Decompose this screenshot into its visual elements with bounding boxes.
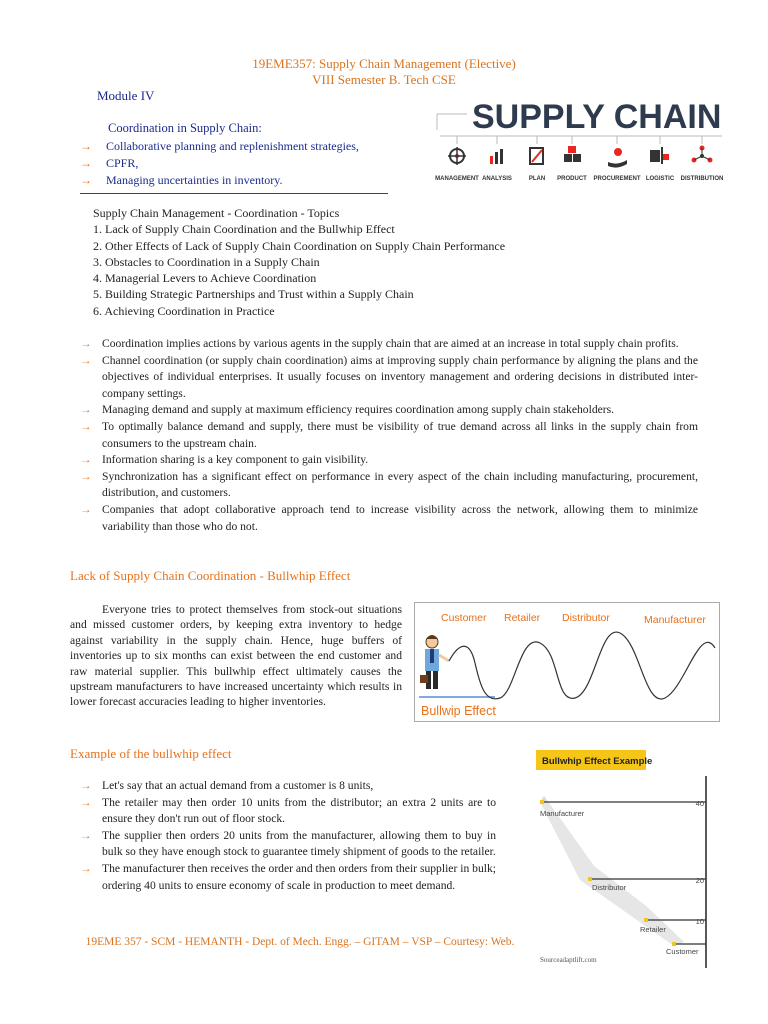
bullet-item: → Coordination implies actions by various agents in the supply chain that are aimed at an increase in total supply chain profits. xyxy=(80,336,698,353)
level-value: 20 xyxy=(695,876,704,885)
arrow-icon: → xyxy=(80,139,92,153)
course-title: 19EME357: Supply Chain Management (Elective) xyxy=(252,56,516,71)
level-marker xyxy=(540,800,544,804)
supply-chain-graphic xyxy=(432,92,732,192)
level-label: Distributor xyxy=(592,883,627,892)
topic-item: 2. Other Effects of Lack of Supply Chain Coordination on Supply Chain Performance xyxy=(93,238,506,253)
arrow-icon: → xyxy=(80,353,92,367)
chart-icon xyxy=(490,149,503,164)
sc-label: PLAN xyxy=(528,176,546,182)
semester-title: VIII Semester B. Tech CSE xyxy=(312,72,456,87)
plan-icon xyxy=(530,148,543,164)
whip-line xyxy=(449,632,715,699)
bullet-item: → To optimally balance demand and supply, there must be visibility of true demand across all links in the supply chain from consumers to the upstream chain. xyxy=(80,419,698,450)
arrow-icon: → xyxy=(80,419,92,433)
hand-heart-icon xyxy=(608,148,627,168)
bullet-item: → Managing demand and supply at maximum efficiency requires coordination among supply chain stakeholders. xyxy=(80,402,698,419)
arrow-icon: → xyxy=(80,502,92,516)
level-label: Customer xyxy=(666,947,699,956)
bullwhip-figure-svg xyxy=(415,603,719,721)
level-value: 40 xyxy=(695,799,704,808)
level-marker xyxy=(644,918,648,922)
boxes-icon xyxy=(564,146,581,162)
supply-chain-title: SUPPLY CHAIN xyxy=(472,98,722,136)
bullet-item: → Synchronization has a significant effect on performance in every aspect of the chain including manufacturing, procurement, distribution, and customers. xyxy=(80,469,698,500)
example-item: → Let's say that an actual demand from a customer is 8 units, xyxy=(80,778,496,795)
module-label: Module IV xyxy=(97,88,155,103)
arrow-icon: → xyxy=(80,337,92,350)
figure-label-distributor: Distributor xyxy=(562,612,610,624)
coordination-bullets xyxy=(80,336,698,535)
sc-label: LOGISTIC xyxy=(645,176,675,182)
topic-item: 1. Lack of Supply Chain Coordination and the Bullwhip Effect xyxy=(93,222,395,237)
person-icon xyxy=(420,635,449,689)
arrow-icon: → xyxy=(80,453,92,467)
topic-item: 6. Achieving Coordination in Practice xyxy=(93,303,275,318)
figure-title: Bullwhip Effect Example xyxy=(542,756,653,767)
topics-block xyxy=(93,205,553,319)
sc-label: PROCUREMENT xyxy=(593,176,641,182)
divider xyxy=(80,193,388,194)
forklift-icon xyxy=(650,147,669,164)
arrow-icon: → xyxy=(80,469,92,483)
sc-label: MANAGEMENT xyxy=(435,176,479,182)
sc-label: PRODUCT xyxy=(557,176,587,182)
figure-source: Sourceadaptlift.com xyxy=(540,956,597,964)
figure-label-customer: Customer xyxy=(441,612,487,624)
sc-label: DISTRIBUTION xyxy=(680,176,724,182)
page-footer: 19EME 357 - SCM - HEMANTH - Dept. of Mech. Engg. – GITAM – VSP – Courtesy: Web. xyxy=(85,936,515,948)
intro-block xyxy=(80,120,390,194)
bullwhip-figure xyxy=(414,602,720,722)
intro-item: → Collaborative planning and replenishment strategies, xyxy=(80,139,359,153)
intro-item: → Managing uncertainties in inventory. xyxy=(80,173,283,187)
intro-title: Coordination in Supply Chain: xyxy=(108,121,262,135)
level-value: 10 xyxy=(695,917,704,926)
supply-chain-svg xyxy=(432,92,732,192)
bullet-item: → Information sharing is a key component to gain visibility. xyxy=(80,452,698,469)
intro-list xyxy=(80,138,390,189)
intro-item: → CPFR, xyxy=(80,156,139,170)
level-label: Retailer xyxy=(640,925,666,934)
topics-heading: Supply Chain Management - Coordination - Topics xyxy=(93,206,340,220)
figure-label-retailer: Retailer xyxy=(504,612,541,624)
arrow-icon: → xyxy=(80,779,92,792)
bullet-item: → Companies that adopt collaborative approach tend to increase visibility across the network, allowing them to minimize variability than those who do not. xyxy=(80,502,698,533)
example-section-title: Example of the bullwhip effect xyxy=(70,746,232,761)
example-bullets xyxy=(80,778,496,894)
topic-item: 5. Building Strategic Partnerships and Trust within a Supply Chain xyxy=(93,287,414,302)
figure-label-manufacturer: Manufacturer xyxy=(644,614,706,626)
arrow-icon: → xyxy=(80,861,92,875)
bullet-item: → Channel coordination (or supply chain coordination) aims at improving supply chain performance by aligning the plans and the objectives of individual enterprises. It usually focuses on inventory management and ordering decisions in distributed inter-company settings. xyxy=(80,353,698,400)
topic-item: 4. Managerial Levers to Achieve Coordination xyxy=(93,271,317,286)
sc-label: ANALYSIS xyxy=(482,176,512,182)
level-marker xyxy=(672,942,676,946)
level-marker xyxy=(588,877,592,881)
arrow-icon: → xyxy=(80,173,92,187)
example-item: → The manufacturer then receives the order and then orders from their supplier in bulk; ordering 40 units to ensure economy of scale in production to meet demand. xyxy=(80,861,496,892)
topic-item: 3. Obstacles to Coordination in a Supply Chain xyxy=(93,254,320,269)
example-item: → The retailer may then order 10 units from the distributor; an extra 2 units are to ensure they don't run out of floor stock. xyxy=(80,795,496,826)
arrow-icon: → xyxy=(80,156,92,170)
bullwhip-section-title: Lack of Supply Chain Coordination - Bullwhip Effect xyxy=(70,568,351,583)
arrow-icon: → xyxy=(80,795,92,809)
bullwhip-paragraph: Everyone tries to protect themselves from stock-out situations and missed customer orders, by keeping extra inventory to hedge against variability in the supply chain. Hence, huge buffers of inventories up to six months can exist between the end customer and raw material supplier. This bullwhip effect ultimately causes the upstream manufacturers to have increased uncertainty which results in lower forecast accuracies leading to higher inventories. xyxy=(70,603,402,709)
example-item: → The supplier then orders 20 units from the manufacturer, allowing them to buy in bulk so they have enough stock to guarantee timely shipment of goods to the retailer. xyxy=(80,828,496,859)
network-icon xyxy=(692,146,713,163)
level-label: Manufacturer xyxy=(540,809,585,818)
arrow-icon: → xyxy=(80,828,92,842)
bullwhip-caption: Bullwip Effect xyxy=(421,704,496,718)
arrow-icon: → xyxy=(80,403,92,417)
wheel-icon xyxy=(448,147,466,165)
